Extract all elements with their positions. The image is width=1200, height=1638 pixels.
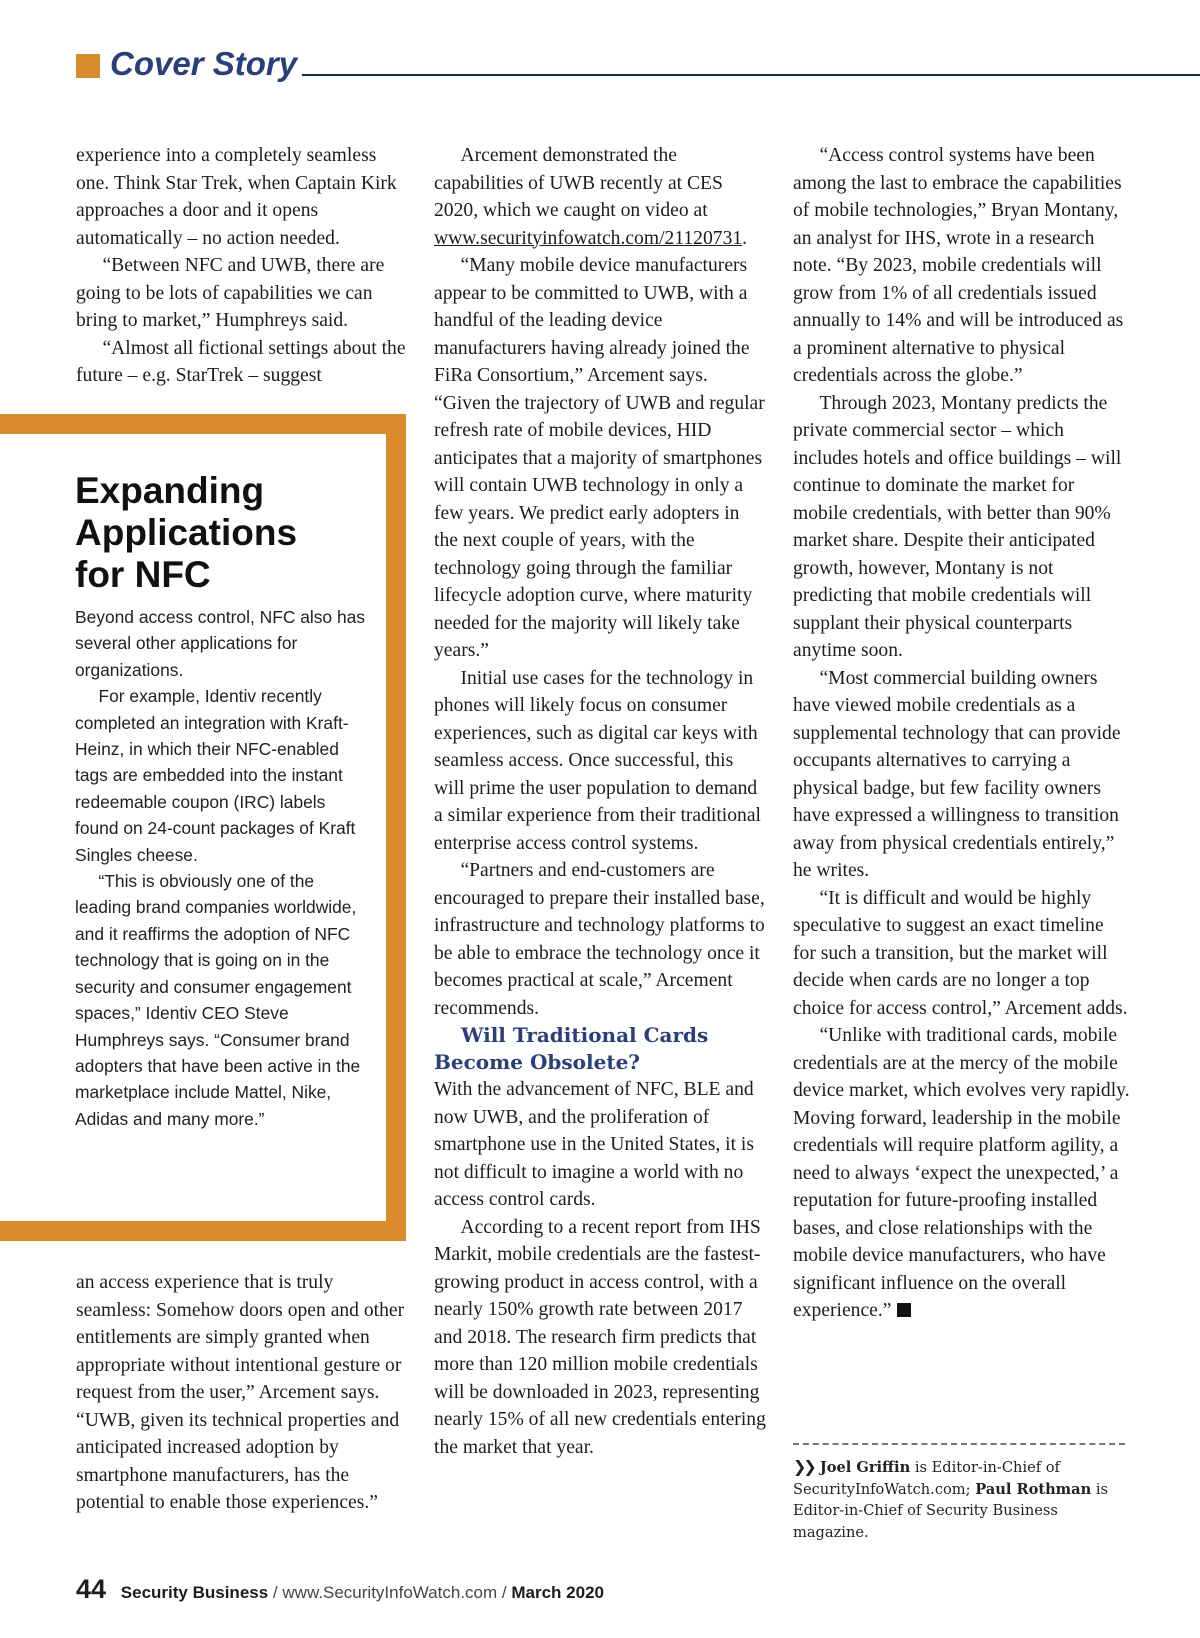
header-rule xyxy=(302,74,1200,76)
body-paragraph: Initial use cases for the technology in phones will likely focus on consumer experiences, such as digital car keys with seamless access. Once successful, this will prime the user population to demand a similar experience from their traditional enterprise access control systems. xyxy=(434,667,761,854)
sidebar-title-line: for NFC xyxy=(75,554,211,595)
column-2 xyxy=(434,142,766,1461)
page-header xyxy=(76,44,1200,84)
subheading: Will Traditional Cards Become Obsolete? xyxy=(434,1023,709,1074)
author-name: Joel Griffin xyxy=(819,1459,911,1476)
author-byline xyxy=(793,1456,1125,1543)
sidebar-title-line: Expanding xyxy=(75,470,265,511)
byline-text: is Editor-in-Chief of SecurityInfoWatch.com; xyxy=(793,1459,1060,1498)
sidebar-title-line: Applications xyxy=(75,512,298,553)
sidebar-content xyxy=(75,470,371,1132)
body-paragraph: Through 2023, Montany predicts the private commercial sector – which includes hotels and office buildings – will continue to dominate the market for mobile credentials, with better than 90% market share. Despite their anticipated growth, however, Montany is not predicting that mobile credentials will supplant their physical counterparts anytime soon. xyxy=(793,392,1122,661)
column-3 xyxy=(793,142,1131,1325)
issue-date: March 2020 xyxy=(511,1583,604,1602)
page-footer xyxy=(76,1574,604,1605)
sidebar-title xyxy=(75,470,371,596)
publication-name: Security Business xyxy=(120,1583,269,1602)
paragraph-text: “Unlike with traditional cards, mobile credentials are at the mercy of the mobile device market, which evolves very rapidly. Moving forward, leadership in the mobile credentials will require platform agility, a need to always ‘expect the unexpected,’ a reputation for future-proofing installed bases, and close relationships with the mobile device manufacturers, who have significant influence on the overall experience.” xyxy=(793,1025,1130,1321)
sidebar-box xyxy=(0,414,406,1241)
video-link[interactable]: www.securityinfowatch.com/21120731 xyxy=(434,227,743,249)
section-label: Cover Story xyxy=(110,45,298,82)
body-paragraph: “Partners and end-customers are encouraged to prepare their installed base, infrastructure and technology platforms to be able to embrace the technology once it becomes practical at scale,” Arcement recommends. xyxy=(434,860,765,1019)
footer-separator: / xyxy=(501,1583,507,1602)
byline-text: is Editor-in-Chief of Security Business magazine. xyxy=(793,1480,1108,1541)
end-square-icon xyxy=(897,1303,911,1317)
body-paragraph xyxy=(434,142,766,252)
sidebar-paragraph: For example, Identiv recently completed an integration with Kraft-Heinz, in which their NFC-enabled tags are embedded into the instant redeemable coupon (IRC) labels found on 24-count packages of Kraft Singles cheese. xyxy=(75,686,356,865)
paragraph-text: Arcement demonstrated the capabilities of UWB recently at CES 2020, which we caught on video at xyxy=(434,145,723,221)
section-marker-square xyxy=(76,54,100,78)
column-1-top xyxy=(76,142,412,390)
double-chevron-icon: ❯❯ xyxy=(793,1457,814,1476)
body-paragraph xyxy=(793,1022,1131,1325)
body-paragraph: experience into a completely seamless one. Think Star Trek, when Captain Kirk approaches a door and it opens automatically – no action needed. xyxy=(76,145,397,249)
body-paragraph: According to a recent report from IHS Markit, mobile credentials are the fastest-growing product in access control, with a nearly 150% growth rate between 2017 and 2018. The research firm predicts that more than 120 million mobile credentials will be downloaded in 2023, representing nearly 15% of all new credentials entering the market that year. xyxy=(434,1216,766,1458)
page-number: 44 xyxy=(76,1574,107,1604)
byline-divider xyxy=(793,1443,1125,1445)
body-paragraph: an access experience that is truly seamless: Somehow doors open and other entitlements are simply granted when appropriate without intentional gesture or request from the user,” Arcement says. “UWB, given its technical properties and anticipated increased adoption by smartphone manufacturers, has the potential to enable those experiences.” xyxy=(76,1272,405,1513)
author-name: Paul Rothman xyxy=(975,1480,1092,1498)
column-1-bottom xyxy=(76,1269,412,1517)
body-paragraph: “Many mobile device manufacturers appear to be committed to UWB, with a handful of the leading device manufacturers having already joined the FiRa Consortium,” Arcement says. “Given the trajectory of UWB and regular refresh rate of mobile devices, HID anticipates that a majority of smartphones will contain UWB technology in only a few years. We predict early adopters in the next couple of years, with the technology going through the familiar lifecycle adoption curve, where maturity needed for the majority will likely take years.” xyxy=(434,255,765,661)
sidebar-body xyxy=(75,604,371,1132)
paragraph-text: . xyxy=(742,227,748,249)
sidebar-paragraph: “This is obviously one of the leading brand companies worldwide, and it reaffirms the adoption of NFC technology that is going on in the security and consumer engagement spaces,” Identiv CEO Steve Humphreys says. “Consumer brand adopters that have been active in the marketplace include Mattel, Nike, Adidas and many more.” xyxy=(75,871,361,1129)
sidebar-paragraph: Beyond access control, NFC also has several other applications for organizations. xyxy=(75,607,365,680)
body-paragraph: “Between NFC and UWB, there are going to be lots of capabilities we can bring to market,” Humphreys said. xyxy=(76,255,385,331)
footer-separator: / xyxy=(272,1583,278,1602)
body-paragraph: “It is difficult and would be highly speculative to suggest an exact timeline for such a transition, but the market will decide when cards are no longer a top choice for access control,” Arcement adds. xyxy=(793,887,1128,1019)
body-paragraph: With the advancement of NFC, BLE and now UWB, and the proliferation of smartphone use in the United States, it is not difficult to imagine a world with no access control cards. xyxy=(434,1079,754,1210)
body-paragraph: “Access control systems have been among the last to embrace the capabilities of mobile technologies,” Bryan Montany, an analyst for IHS, wrote in a research note. “By 2023, mobile credentials will grow from 1% of all credentials issued annually to 14% and will be introduced as a prominent alternative to physical credentials across the globe.” xyxy=(793,145,1124,386)
body-paragraph: “Most commercial building owners have viewed mobile credentials as a supplemental technology that can provide occupants alternatives to carrying a physical badge, but few facility owners have expressed a willingness to transition away from physical credentials entirely,” he writes. xyxy=(793,667,1121,881)
body-paragraph: “Almost all fictional settings about the future – e.g. StarTrek – suggest xyxy=(76,337,406,386)
website-url: www.SecurityInfoWatch.com xyxy=(282,1583,498,1602)
